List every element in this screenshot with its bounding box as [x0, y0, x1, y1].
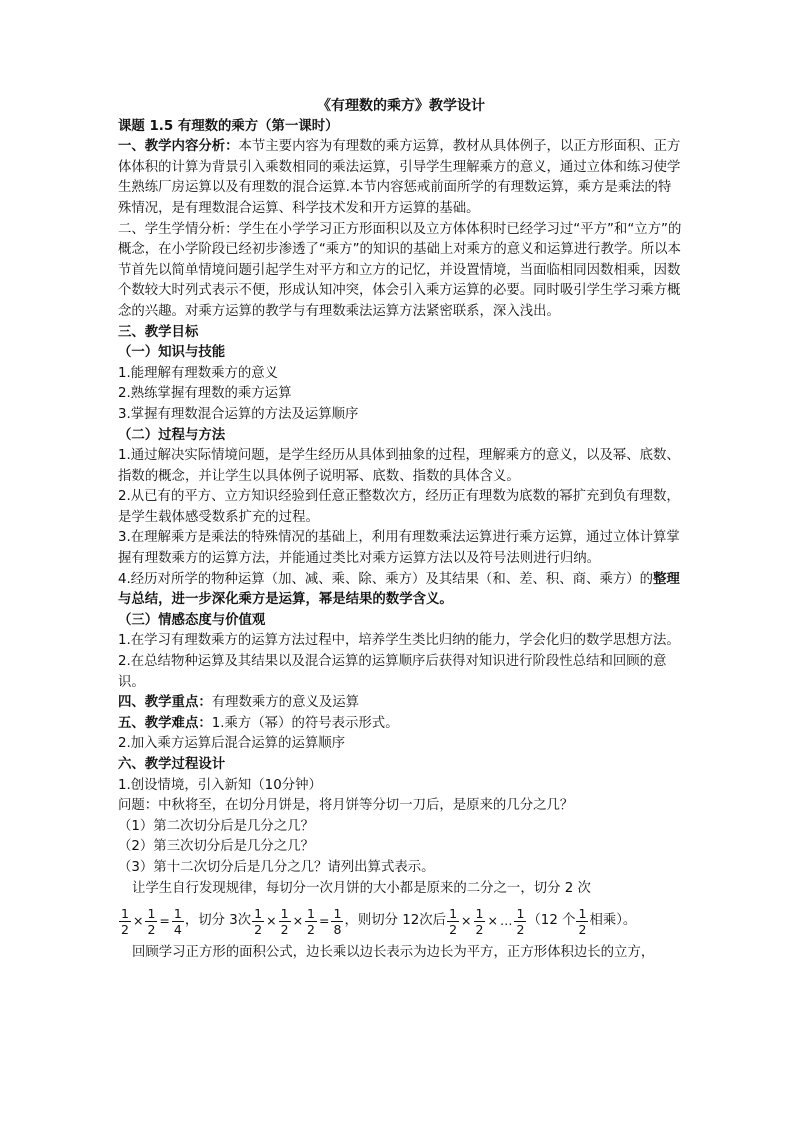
content-analysis-label: 一、教学内容分析： — [118, 139, 239, 155]
equals-sign: = — [159, 912, 170, 928]
fraction: $\frac{1}{2}$ — [475, 905, 484, 937]
difficulty-text-2: 2.加入乘方运算后混合运算的运算顺序 — [118, 736, 346, 752]
formula-text: ，则切分 12次后 — [344, 912, 447, 928]
fraction: $\frac{1}{2}$ — [121, 905, 129, 937]
list-item: 2.熟练掌握有理数的乘方运算 — [118, 386, 292, 402]
item4-text: 4.经历对所学的物种运算（加、减、乘、除、乘方）及其结果（和、差、积、商、乘方）的 — [118, 571, 654, 587]
fraction: $\frac{1}{2}$ — [254, 905, 263, 937]
list-item: 3.在理解乘方是乘法的特殊情况的基础上，利用有理数乘法运算进行乘方运算，通过立体计算掌握有理数乘方的运算方法，并能通过类比对乘方运算方法以及符号法则进行归纳。 — [118, 530, 680, 567]
times-sign: × — [461, 912, 472, 928]
document-title: 《有理数的乘方》教学设计 — [317, 98, 485, 114]
equals-sign: = — [319, 912, 330, 928]
document-page — [118, 96, 684, 964]
list-item: 2.从已有的平方、立方知识经验到任意正整数次方，经历正有理数为底数的幂扩充到负有理数，是学生载体感受数系扩充的过程。 — [118, 489, 680, 525]
goals-heading: 三、教学目标 — [118, 324, 199, 340]
content-analysis-text: 本节主要内容为有理数的乘方运算，教材从具体例子，以正方形面积、正方体体积的计算为背景引入乘数相同的乘法运算，引导学生理解乘方的意义，通过立体和练习使学生熟练厂房运算以及有理数的混合运算.本节内容惩戒前面所学的有理数运算，乘方是乘法的特殊情况，是有理数混合运算、科学技术发和开方运算的基础。 — [118, 139, 681, 216]
sub-question: （2）第三次切分后是几分之几？ — [118, 839, 314, 855]
student-analysis-text: 学生在小学学习正方形面积以及立方体体积时已经学习过“平方”和“立方”的概念，在小学阶段已经初步渗透了“乘方”的知识的基础上对乘方的意义和运算进行教学。所以本节首先以简单情境问题引起学生对平方和立方的记忆，并设置情境，当面临相同因数相乘，因数个数较大时列式表示不便，形成认知冲突，体会引入乘方运算的必要。同时吸引学生学习乘方概念的兴趣。对乘方运算的教学与有理数乘法运算方法紧密联系，深入浅出。 — [118, 221, 682, 319]
lesson-title: 课题 1.5 有理数的乘方（第一课时） — [118, 118, 339, 134]
step-title: 1.创设情境，引入新知（10分钟） — [118, 777, 322, 793]
formula-text: ，切分 3次 — [184, 912, 252, 928]
times-sign: × — [266, 912, 277, 928]
process-heading: （二）过程与方法 — [118, 427, 226, 443]
key-point — [118, 693, 684, 714]
times-sign: × — [132, 912, 144, 928]
difficulty-label: 五、教学难点： — [118, 715, 212, 731]
key-point-text: 有理数乘方的意义及运算 — [211, 695, 360, 711]
difficulty-text: 1.乘方（幂）的符号表示形式。 — [211, 715, 399, 731]
knowledge-heading: （一）知识与技能 — [118, 345, 226, 361]
difficulty — [118, 714, 684, 735]
fraction: $\frac{1}{2}$ — [280, 905, 289, 937]
list-item: 1.在学习有理数乘方的运算方法过程中，培养学生类比归纳的能力，学会化归的数学思想方法。 — [118, 633, 680, 649]
rule-paragraph: 让学生自行发现规律，每切分一次月饼的大小都是原来的二分之一，切分 2 次 — [132, 880, 591, 896]
formula-text: 相乘）。 — [589, 912, 637, 928]
review-paragraph: 回顾学习正方形的面积公式，边长乘以边长表示为边长为平方，正方形体积边长的立方， — [132, 945, 655, 961]
student-analysis-label: 二、学生学情分析： — [118, 221, 239, 237]
attitude-heading: （三）情感态度与价值观 — [118, 612, 266, 628]
content-analysis — [118, 137, 684, 219]
fraction: $\frac{1}{2}$ — [516, 905, 525, 937]
fraction: $\frac{1}{2}$ — [147, 905, 156, 937]
times-sign: × — [292, 912, 304, 928]
fraction: $\frac{1}{4}$ — [173, 905, 182, 937]
list-item: 1.能理解有理数乘方的意义 — [118, 365, 279, 381]
question: 问题：中秋将至，在切分月饼是，将月饼等分切一刀后，是原来的几分之几？ — [118, 798, 574, 814]
process-design-heading: 六、教学过程设计 — [118, 757, 226, 772]
ellipsis: … — [499, 912, 513, 928]
list-item — [118, 570, 684, 611]
list-item: 1.通过解决实际情境问题，是学生经历从具体到抽象的过程，理解乘方的意义，以及幂、底数、指数的概念，并让学生以具体例子说明幂、底数、指数的具体含义。 — [118, 448, 680, 484]
student-analysis — [118, 220, 684, 323]
item4-bold-text: 整理与总结，进一步深化乘方是运算，幂是结果的数学含义。 — [118, 571, 680, 608]
list-item: 2.在总结物种运算及其结果以及混合运算的运算顺序后获得对知识进行阶段性总结和回顾的意识。 — [118, 654, 667, 690]
key-point-label: 四、教学重点： — [118, 695, 212, 711]
fraction: $\frac{1}{2}$ — [578, 905, 587, 937]
formula-text: （12 个 — [527, 912, 576, 928]
list-item: 3.掌握有理数混合运算的方法及运算顺序 — [118, 406, 359, 422]
fraction: $\frac{1}{2}$ — [307, 905, 315, 937]
times-sign: × — [487, 912, 498, 928]
sub-question: （3）第十二次切分后是几分之几？请列出算式表示。 — [118, 859, 435, 875]
sub-question: （1）第二次切分后是几分之几？ — [118, 818, 314, 834]
fraction: $\frac{1}{2}$ — [449, 905, 458, 937]
fraction: $\frac{1}{8}$ — [333, 905, 342, 937]
formula-line — [118, 899, 684, 943]
